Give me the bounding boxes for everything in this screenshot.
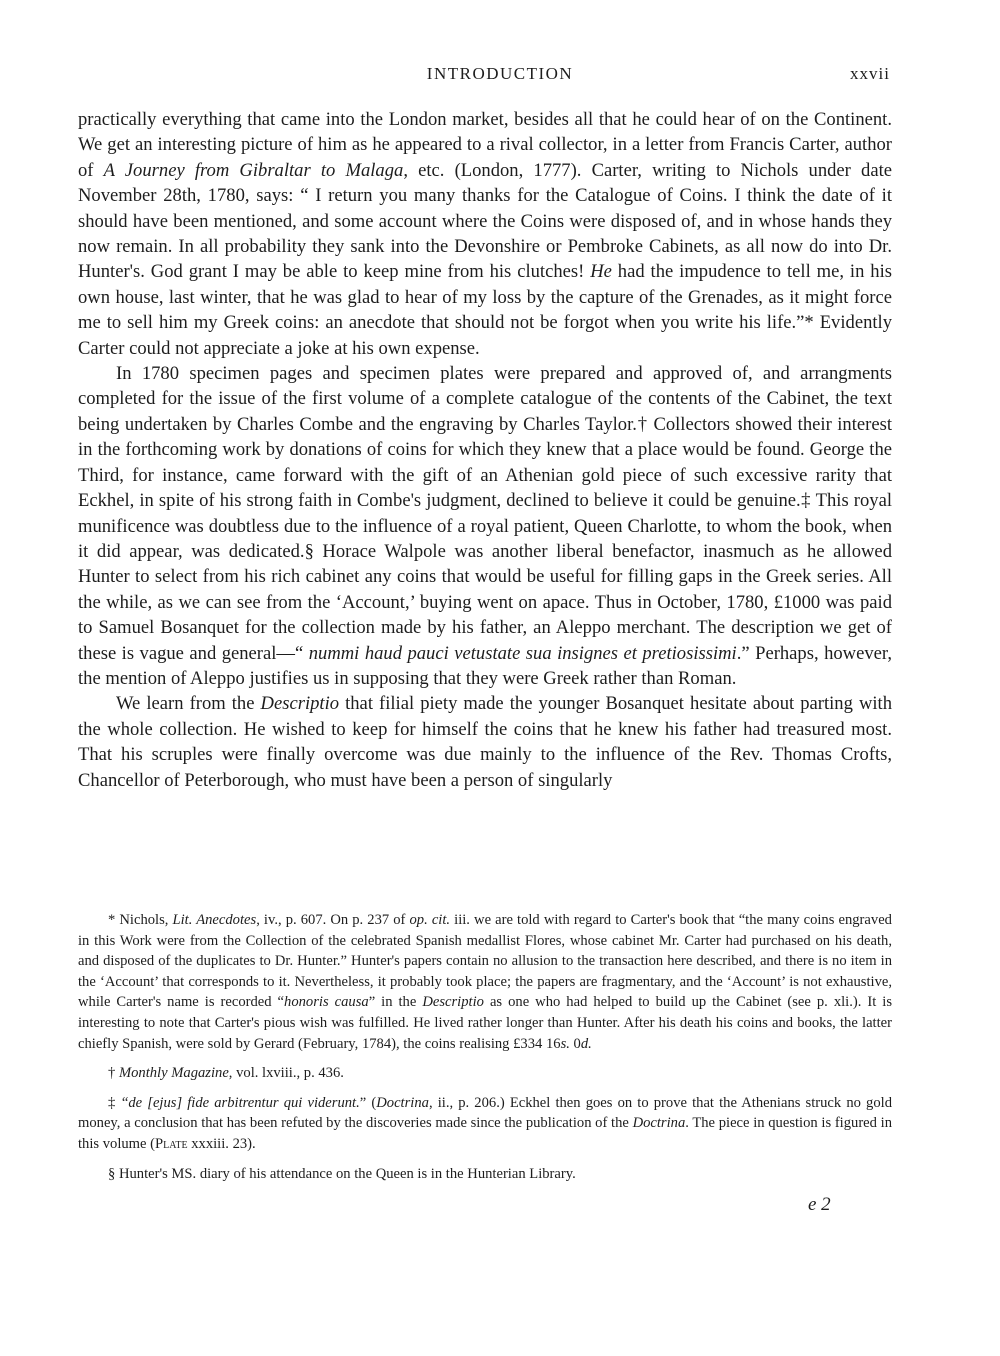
latin-quote: nummi haud pauci vetustate sua insignes et pretiosissimi	[308, 642, 737, 664]
plate-label: Plate	[155, 1135, 188, 1152]
text-run: as one who had helped to build up the Cabinet (see p. xli.). It is interesting to note that Carter's pious wish was fulfilled. He lived rather longer than Hunter. After his death his coins and books, the latter chiefly Spanish, were sold by Gerard (February, 1784), the coins realising £334 16	[78, 994, 893, 1052]
currency-unit: s.	[560, 1035, 570, 1052]
text-run: ‡ “	[108, 1094, 129, 1111]
text-run: practically everything that came into the London market, besides all that he could hear of on the Continent. We get an interesting picture of him as he appeared to a rival collector, in a letter from Francis Carter, author of	[78, 109, 892, 181]
text-run: * Nichols,	[108, 912, 173, 928]
book-title: A Journey from Gibraltar to Malaga	[103, 159, 404, 181]
text-run: †	[108, 1065, 119, 1082]
text-run: , ii., p. 206.) Eckhel then goes on to prove that the Athenians struck no gold money, a conclusion that has been refuted by the discoveries made since the publication of the	[78, 1094, 892, 1132]
paragraph-3	[78, 691, 892, 793]
emphasis: op. cit.	[409, 912, 451, 928]
signature-mark: e 2	[808, 1194, 831, 1215]
text-run: 0	[569, 1035, 581, 1052]
running-head	[0, 64, 1000, 88]
text-run: ” in the	[368, 994, 423, 1011]
currency-unit: d.	[580, 1035, 592, 1052]
text-run: § Hunter's MS. diary of his attendance on the Queen is in the Hunterian Library.	[108, 1165, 576, 1182]
footnote-3	[78, 1093, 892, 1155]
text-run: iii. we are told with regard to Carter's book that “the many coins engraved in this Work were from the Collection of the celebrated Spanish medallist Flores, whose cabinet Mr. Carter had purchased on his death, and disposed of the duplicates to Dr. Hunter.” Hunter's papers contain no allusion to the transaction here described, and there is no item in the ‘Account’ that corresponds to it. Nevertheless, it probably took place; the papers are fragmentary, and the ‘Account’ is not exhaustive, while Carter's name is recorded “	[78, 912, 892, 1011]
latin-quote: de [ejus] fide arbitrentur qui viderunt.	[128, 1094, 360, 1111]
running-title: INTRODUCTION	[426, 64, 574, 83]
text-run: xxxiii. 23).	[187, 1135, 256, 1152]
book-title: Descriptio	[422, 994, 484, 1011]
paragraph-2	[78, 361, 892, 691]
text-run: had the impudence to tell me, in his own house, last winter, that he was glad to hear of my loss by the capture of the Grenades, as it might force me to sell him my Greek coins: an anecdote that should not be forgot when you write his life.”* Evidently Carter could not appreciate a joke at his own expense.	[78, 261, 892, 359]
text-run: that filial piety made the younger Bosanquet hesitate about parting with the whole collection. He wished to keep for himself the coins that he knew his father had treasured most. That his scruples were finally overcome was due mainly to the influence of the Rev. Thomas Crofts, Chancellor of Peterborough, who must have been a person of singularly	[78, 693, 892, 791]
text-run: , etc. (London, 1777). Carter, writing to Nichols under date November 28th, 1780, says: “ I return you many thanks for the Catalogue of Coins. I think the date of it should have been mentioned, and some account where the Coins were disposed of, and in whose hands they now remain. In all probability they sank into the Devonshire or Pembroke Cabinets, as all now do into Dr. Hunter's. God grant I may be able to keep mine from his clutches!	[78, 159, 892, 283]
book-title: Doctrina	[376, 1094, 429, 1111]
text-run: . The piece in question is figured in this volume (	[78, 1115, 893, 1152]
latin-phrase: honoris causa	[284, 994, 369, 1011]
text-run: In 1780 specimen pages and specimen plates were prepared and approved of, and arrangments completed for the issue of the first volume of a complete catalogue of the contents of the Cabinet, the text being undertaken by Charles Combe and the engraving by Charles Taylor.† Collectors showed their interest in the forthcoming work by donations of coins for which they knew that a place would be found. George the Third, for instance, came forward with the gift of an Athenian gold piece of such excessive rarity that Eckhel, in spite of his strong faith in Combe's judgment, declined to believe it could be genuine.‡ This royal munificence was doubtless due to the influence of a royal patient, Queen Charlotte, to whom the book, when it did appear, was dedicated.§ Horace Walpole was another liberal benefactor, inasmuch as he allowed Hunter to select from his rich cabinet any coins that would be useful for filling gaps in the Greek series. All the while, as we can see from the ‘Account,’ buying went on apace. Thus in October, 1780, £1000 was paid to Samuel Bosanquet for the collection made by his father, an Aleppo merchant. The description we get of these is vague and general—“	[78, 363, 892, 664]
text-run: , iv., p. 607. On p. 237 of	[256, 912, 410, 928]
emphasis: He	[590, 261, 612, 283]
body-text	[78, 107, 892, 793]
text-run: , vol. lxviii., p. 436.	[228, 1065, 344, 1082]
footnote-2	[78, 1063, 892, 1084]
text-run: ” (	[359, 1094, 377, 1111]
book-title: Monthly Magazine	[118, 1065, 229, 1082]
footnote-1	[78, 910, 892, 1054]
book-title: Doctrina	[632, 1115, 686, 1132]
paragraph-1	[78, 107, 892, 361]
book-title: Descriptio	[260, 693, 340, 715]
footnote-4	[78, 1164, 892, 1185]
book-title: Lit. Anecdotes	[172, 912, 257, 928]
text-run: .” Perhaps, however, the mention of Aleppo justifies us in supposing that they were Greek rather than Roman.	[78, 642, 892, 689]
footnotes	[78, 910, 892, 1193]
text-run: We learn from the	[116, 693, 261, 715]
page-number: xxvii	[850, 64, 890, 83]
